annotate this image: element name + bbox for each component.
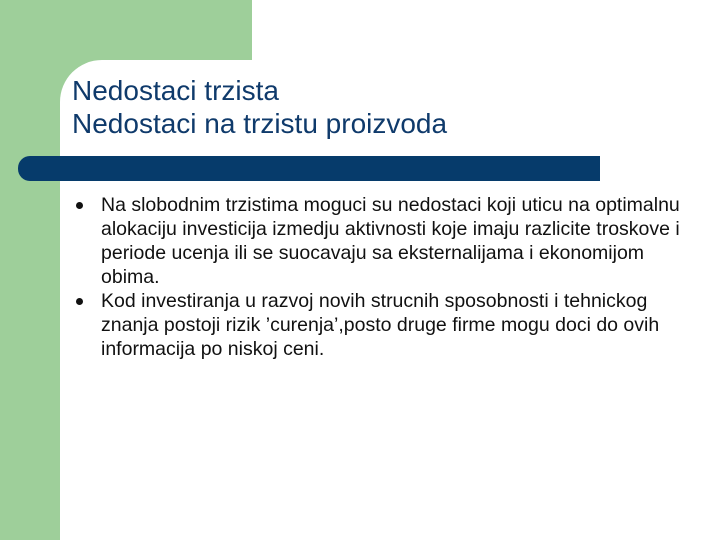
bullet-text: Na slobodnim trzistima moguci su nedostaci koji uticu na optimalnu alokaciju investicija izmedju aktivnosti koje imaju razlicite troskove i periode ucenja ili se suocavaju sa eksternalijama i ekonomijom obima. [101,194,680,288]
bullet-list [76,193,696,361]
bullet-item [76,193,696,289]
bullet-dot-icon [76,202,83,209]
bullet-dot-icon [76,298,83,305]
title-divider-bar [18,156,600,181]
green-left-stripe [0,0,60,540]
title-line-1: Nedostaci trzista [72,75,279,106]
bullet-text: Kod investiranja u razvoj novih strucnih sposobnosti i tehnickog znanja postoji rizik ’curenja’,posto druge firme mogu doci do ovih informacija po niskoj ceni. [101,290,660,360]
slide-title [72,74,692,140]
title-line-2: Nedostaci na trzistu proizvoda [72,108,448,139]
bullet-item [76,289,696,361]
